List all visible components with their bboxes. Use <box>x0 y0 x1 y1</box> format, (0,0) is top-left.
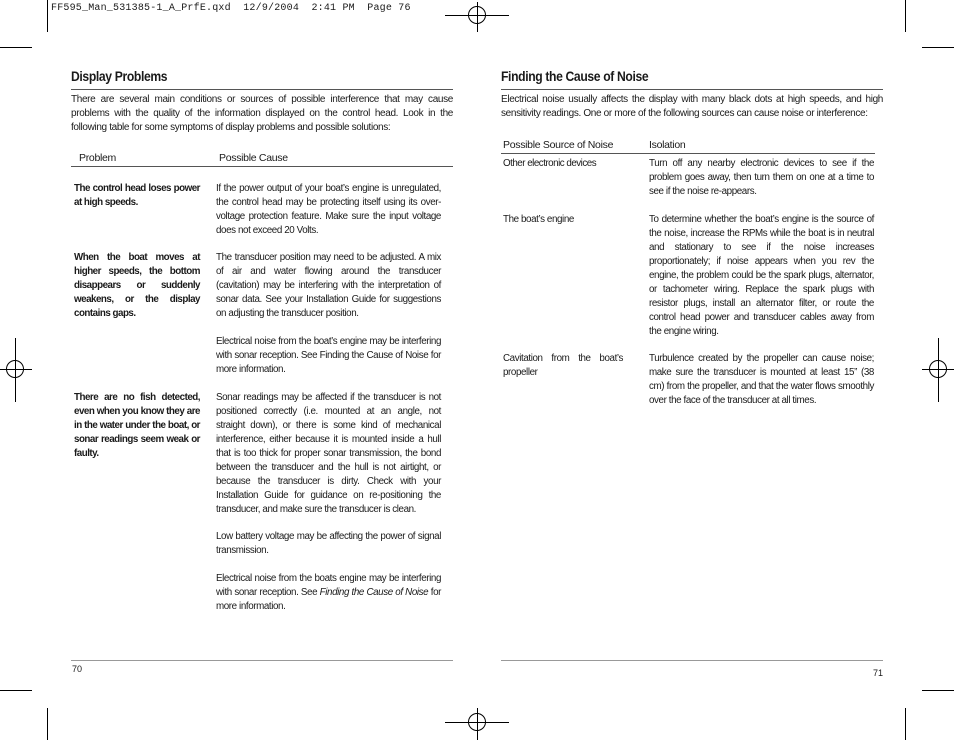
cause-cell: Low battery voltage may be affecting the power of signal transmission. <box>216 531 441 556</box>
problem-cell: The control head loses power at high speeds. <box>74 183 200 208</box>
crop-mark <box>905 708 906 740</box>
cross-reference: Finding the Cause of Noise <box>319 587 429 598</box>
intro-paragraph: Electrical noise usually affects the display with many black dots at high speeds, and high sensitivity readings. One or more of the following sources can cause noise or interference: <box>501 94 883 119</box>
footer-rule <box>71 660 453 661</box>
crop-mark <box>922 690 954 691</box>
section-title-finding-noise: Finding the Cause of Noise <box>501 69 649 84</box>
crop-mark <box>0 47 32 48</box>
table-header-rule <box>71 166 453 167</box>
title-rule <box>71 89 453 90</box>
source-cell: Cavitation from the boat’s propeller <box>503 353 623 378</box>
intro-paragraph: There are several main conditions or sources of possible interference that may cause problems with the quality of the information displayed on the control head. Look in the following table for some symptoms of display problems and possible solutions: <box>71 94 453 133</box>
page-number-left: 70 <box>72 664 83 674</box>
isolation-cell: Turn off any nearby electronic devices to see if the problem goes away, then turn them on one at a time to see if the noise re-appears. <box>649 158 874 197</box>
crop-mark <box>922 47 954 48</box>
cause-cell: Sonar readings may be affected if the transducer is not positioned correctly (i.e. mounted at an angle, not straight down), or there is some kind of mechanical interference, either because it is mounted inside a hull that is too thick for proper sonar transmission, the bond between the transducer and the hull is not airtight, or because the transducer is dirty. Check with your Installation Guide for guidance on re-positioning the transducer, and make sure the transducer is clean. <box>216 392 441 515</box>
crop-mark <box>905 0 906 32</box>
cause-cell: Electrical noise from the boat’s engine may be interfering with sonar reception. See Finding the Cause of Noise for more information. <box>216 336 441 375</box>
page-number-right: 71 <box>873 668 884 678</box>
column-header-possible-cause: Possible Cause <box>219 152 288 164</box>
cause-cell: The transducer position may need to be adjusted. A mix of air and water flowing around the transducer (cavitation) may be interfering with the interpretation of sonar data. See your Installation Guide for suggestions on adjusting the transducer position. <box>216 252 441 319</box>
crop-mark <box>47 0 48 32</box>
isolation-cell: To determine whether the boat’s engine is the source of the noise, increase the RPMs while the boat is in neutral and stationary to see if the noise increases proportionately; if noise appears when you rev the engine, the problem could be the spark plugs, alternator, or tachometer wiring. Replace the spark plugs with resistor plugs, install an alternator filter, or route the control head power and transducer cables away from the engine wiring. <box>649 214 874 337</box>
cause-cell <box>216 572 441 614</box>
column-header-problem: Problem <box>79 152 116 164</box>
crop-mark <box>47 708 48 740</box>
printer-slug: FF595_Man_531385-1_A_PrfE.qxd 12/9/2004 2:41 PM Page 76 <box>51 3 411 14</box>
table-header-rule <box>501 153 875 154</box>
section-title-display-problems: Display Problems <box>71 69 168 84</box>
column-header-isolation: Isolation <box>649 139 686 151</box>
crop-mark <box>0 690 32 691</box>
source-cell: The boat’s engine <box>503 214 574 225</box>
cause-text: Electrical noise from the boats engine may be interfering with sonar reception. See <box>216 573 441 598</box>
footer-rule <box>501 660 883 661</box>
source-cell: Other electronic devices <box>503 158 597 169</box>
isolation-cell: Turbulence created by the propeller can cause noise; make sure the transducer is mounted at least 15” (38 cm) from the propeller, and that the water flows smoothly over the face of the transducer at all times. <box>649 353 874 406</box>
cause-text: for more information. <box>216 587 441 612</box>
cause-cell: If the power output of your boat’s engine is unregulated, the control head may be protecting itself using its over-voltage protection feature. Make sure the input voltage does not exceed 20 Volts. <box>216 183 441 236</box>
problem-cell: There are no fish detected, even when you know they are in the water under the boat, or sonar readings seem weak or faulty. <box>74 392 200 459</box>
title-rule <box>501 89 883 90</box>
column-header-source: Possible Source of Noise <box>503 139 614 151</box>
problem-cell: When the boat moves at higher speeds, the bottom disappears or suddenly weakens, or the display contains gaps. <box>74 252 200 319</box>
